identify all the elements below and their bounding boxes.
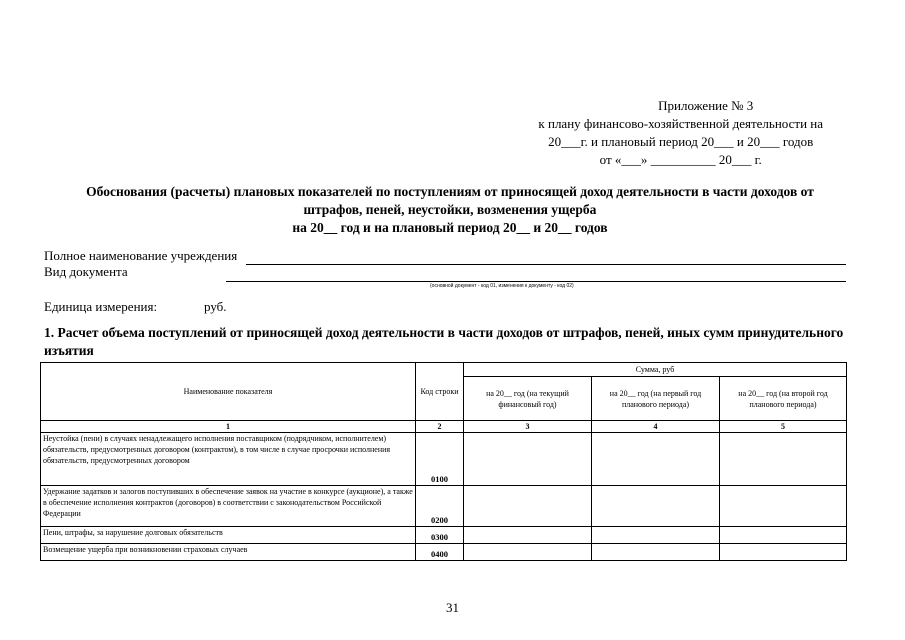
cell-col-3[interactable] xyxy=(464,544,592,561)
table-row xyxy=(41,544,847,561)
doc-type-line[interactable] xyxy=(226,281,846,282)
doc-type-hint: (основной документ - код 01, изменения к документу - код 02) xyxy=(430,283,574,289)
col-number: 3 xyxy=(464,421,592,433)
header-col-4: на 20__ год (на первый год планового периода) xyxy=(592,377,720,421)
cell-col-5[interactable] xyxy=(720,486,847,527)
appendix-date: от «___» __________ 20___ г. xyxy=(599,152,762,167)
cell-col-4[interactable] xyxy=(592,527,720,544)
appendix-period: 20___г. и плановый период 20___ и 20___ годов xyxy=(548,134,814,149)
appendix-block xyxy=(538,97,823,169)
unit-label: Единица измерения: xyxy=(44,299,158,314)
row-code: 0100 xyxy=(416,433,464,486)
cell-col-5[interactable] xyxy=(720,544,847,561)
institution-line[interactable] xyxy=(246,264,846,265)
cell-col-3[interactable] xyxy=(464,527,592,544)
header-code: Код строки xyxy=(416,363,464,421)
cell-col-5[interactable] xyxy=(720,527,847,544)
cell-col-4[interactable] xyxy=(592,544,720,561)
row-name: Удержание задатков и залогов поступивших в обеспечение заявок на участие в конкурсе (аукционе), а также в обеспечение исполнения контрактов (договоров) в соответствии с законодательством Российской Федерации xyxy=(41,486,416,527)
row-code: 0400 xyxy=(416,544,464,561)
row-code: 0200 xyxy=(416,486,464,527)
title-line-2: штрафов, пеней, неустойки, возменения ущерба xyxy=(303,202,597,217)
doc-type-label: Вид документа xyxy=(44,264,128,279)
col-number: 4 xyxy=(592,421,720,433)
section-1-title: 1. Расчет объема поступлений от приносящей доход деятельности в части доходов от штрафов, пеней, иных сумм принудительного изъятия xyxy=(44,325,844,358)
table-row xyxy=(41,486,847,527)
col-number: 1 xyxy=(41,421,416,433)
header-col-3: на 20__ год (на текущий финансовый год) xyxy=(464,377,592,421)
title-line-1: Обоснования (расчеты) плановых показателей по поступлениям от приносящей доход деятельности в части доходов от xyxy=(86,184,814,199)
cell-col-3[interactable] xyxy=(464,486,592,527)
header-name: Наименование показателя xyxy=(41,363,416,421)
col-number: 5 xyxy=(720,421,847,433)
page-number: 31 xyxy=(446,600,459,615)
cell-col-4[interactable] xyxy=(592,486,720,527)
appendix-plan-ref: к плану финансово-хозяйственной деятельности на xyxy=(538,116,823,131)
row-code: 0300 xyxy=(416,527,464,544)
table-row xyxy=(41,433,847,486)
col-number: 2 xyxy=(416,421,464,433)
cell-col-5[interactable] xyxy=(720,433,847,486)
row-name: Неустойка (пени) в случаях ненадлежащего исполнения поставщиком (подрядчиком, исполнителем) обязательств, предусмотренных договором (контрактом), в том числе в случае просрочки исполнения обязательств, предусмотренных договором xyxy=(41,433,416,486)
title-line-3: на 20__ год и на плановый период 20__ и 20__ годов xyxy=(292,220,608,235)
revenue-table xyxy=(40,362,847,561)
row-name: Возмещение ущерба при возникновении страховых случаев xyxy=(41,544,416,561)
header-sum: Сумма, руб xyxy=(464,363,847,377)
header-col-5: на 20__ год (на второй год планового периода) xyxy=(720,377,847,421)
cell-col-4[interactable] xyxy=(592,433,720,486)
row-name: Пени, штрафы, за нарушение долговых обязательств xyxy=(41,527,416,544)
appendix-number: Приложение № 3 xyxy=(658,98,754,113)
table-row xyxy=(41,527,847,544)
institution-label: Полное наименование учреждения xyxy=(44,248,238,263)
unit-value: руб. xyxy=(204,299,227,314)
document-title xyxy=(40,183,860,237)
cell-col-3[interactable] xyxy=(464,433,592,486)
